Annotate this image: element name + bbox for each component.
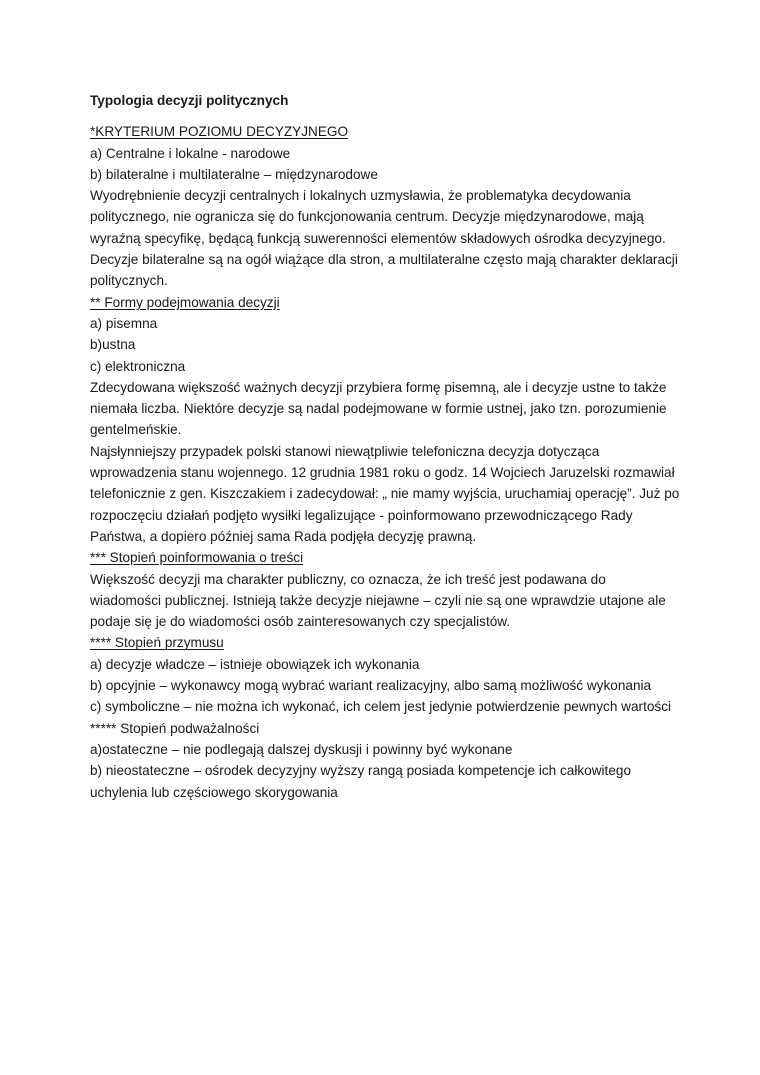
document-page [90,90,680,803]
paragraph: Większość decyzji ma charakter publiczny, co oznacza, że ich treść jest podawana do wiadomości publicznej. Istnieją także decyzje niejawne – czyli nie są one wprawdzie utajone ale podaje się je do wiadomości osób zainteresowanych czy specjalistów. [90,571,666,630]
section-heading-coercion-level: **** Stopień przymusu [90,635,224,651]
section-heading-decision-forms: ** Formy podejmowania decyzji [90,294,280,310]
paragraph: Wyodrębnienie decyzji centralnych i lokalnych uzmysławia, że problematyka decydowania politycznego, nie ogranicza się do funkcjonowania centrum. Decyzje międzynarodowe, mają wyraźną specyfikę, będącą funkcją suwerenności elementów składowych ośrodka decyzyjnego. Decyzje bilateralne są na ogół wiążące dla stron, a multilateralne często mają charakter deklaracji politycznych. [90,188,678,289]
section-heading-challengeability: ***** Stopień podważalności [90,720,260,736]
list-item: b)ustna [90,337,136,353]
list-item: a) Centralne i lokalne - narodowe [90,145,291,161]
paragraph: Zdecydowana większość ważnych decyzji przybiera formę pisemną, ale i decyzje ustne to także niemała liczba. Niektóre decyzje są nadal podejmowane w formie ustnej, jako tzn. porozumienie gentelmeńskie. [90,379,667,438]
list-item: c) symboliczne – nie można ich wykonać, ich celem jest jedynie potwierdzenie pewnych wartości [90,699,672,715]
list-item: a) decyzje władcze – istnieje obowiązek ich wykonania [90,656,420,672]
list-item: c) elektroniczna [90,358,186,374]
paragraph: Najsłynniejszy przypadek polski stanowi niewątpliwie telefoniczna decyzja dotycząca wprowadzenia stanu wojennego. 12 grudnia 1981 roku o godz. 14 Wojciech Jaruzelski rozmawiał telefonicznie z gen. Kiszczakiem i zadecydował: „ nie mamy wyjścia, uruchamiaj operację”. Już po rozpoczęciu działań podjęto wysiłki legalizujące - poinformowano przewodniczącego Rady Państwa, a dopiero później sama Rada podjęła decyzję prawną. [90,443,680,544]
document-title: Typologia decyzji politycznych [90,93,289,108]
list-item: b) nieostateczne – ośrodek decyzyjny wyższy rangą posiada kompetencje ich całkowitego uchylenia lub częściowego skorygowania [90,763,632,800]
list-item: b) bilateralne i multilateralne – międzynarodowe [90,166,378,182]
list-item: a)ostateczne – nie podlegają dalszej dyskusji i powinny być wykonane [90,741,513,757]
section-heading-information-level: *** Stopień poinformowania o treści [90,550,304,566]
list-item: a) pisemna [90,315,158,331]
list-item: b) opcyjnie – wykonawcy mogą wybrać wariant realizacyjny, albo samą możliwość wykonania [90,678,652,694]
section-heading-decision-level: *KRYTERIUM POZIOMU DECYZYJNEGO [90,124,349,140]
